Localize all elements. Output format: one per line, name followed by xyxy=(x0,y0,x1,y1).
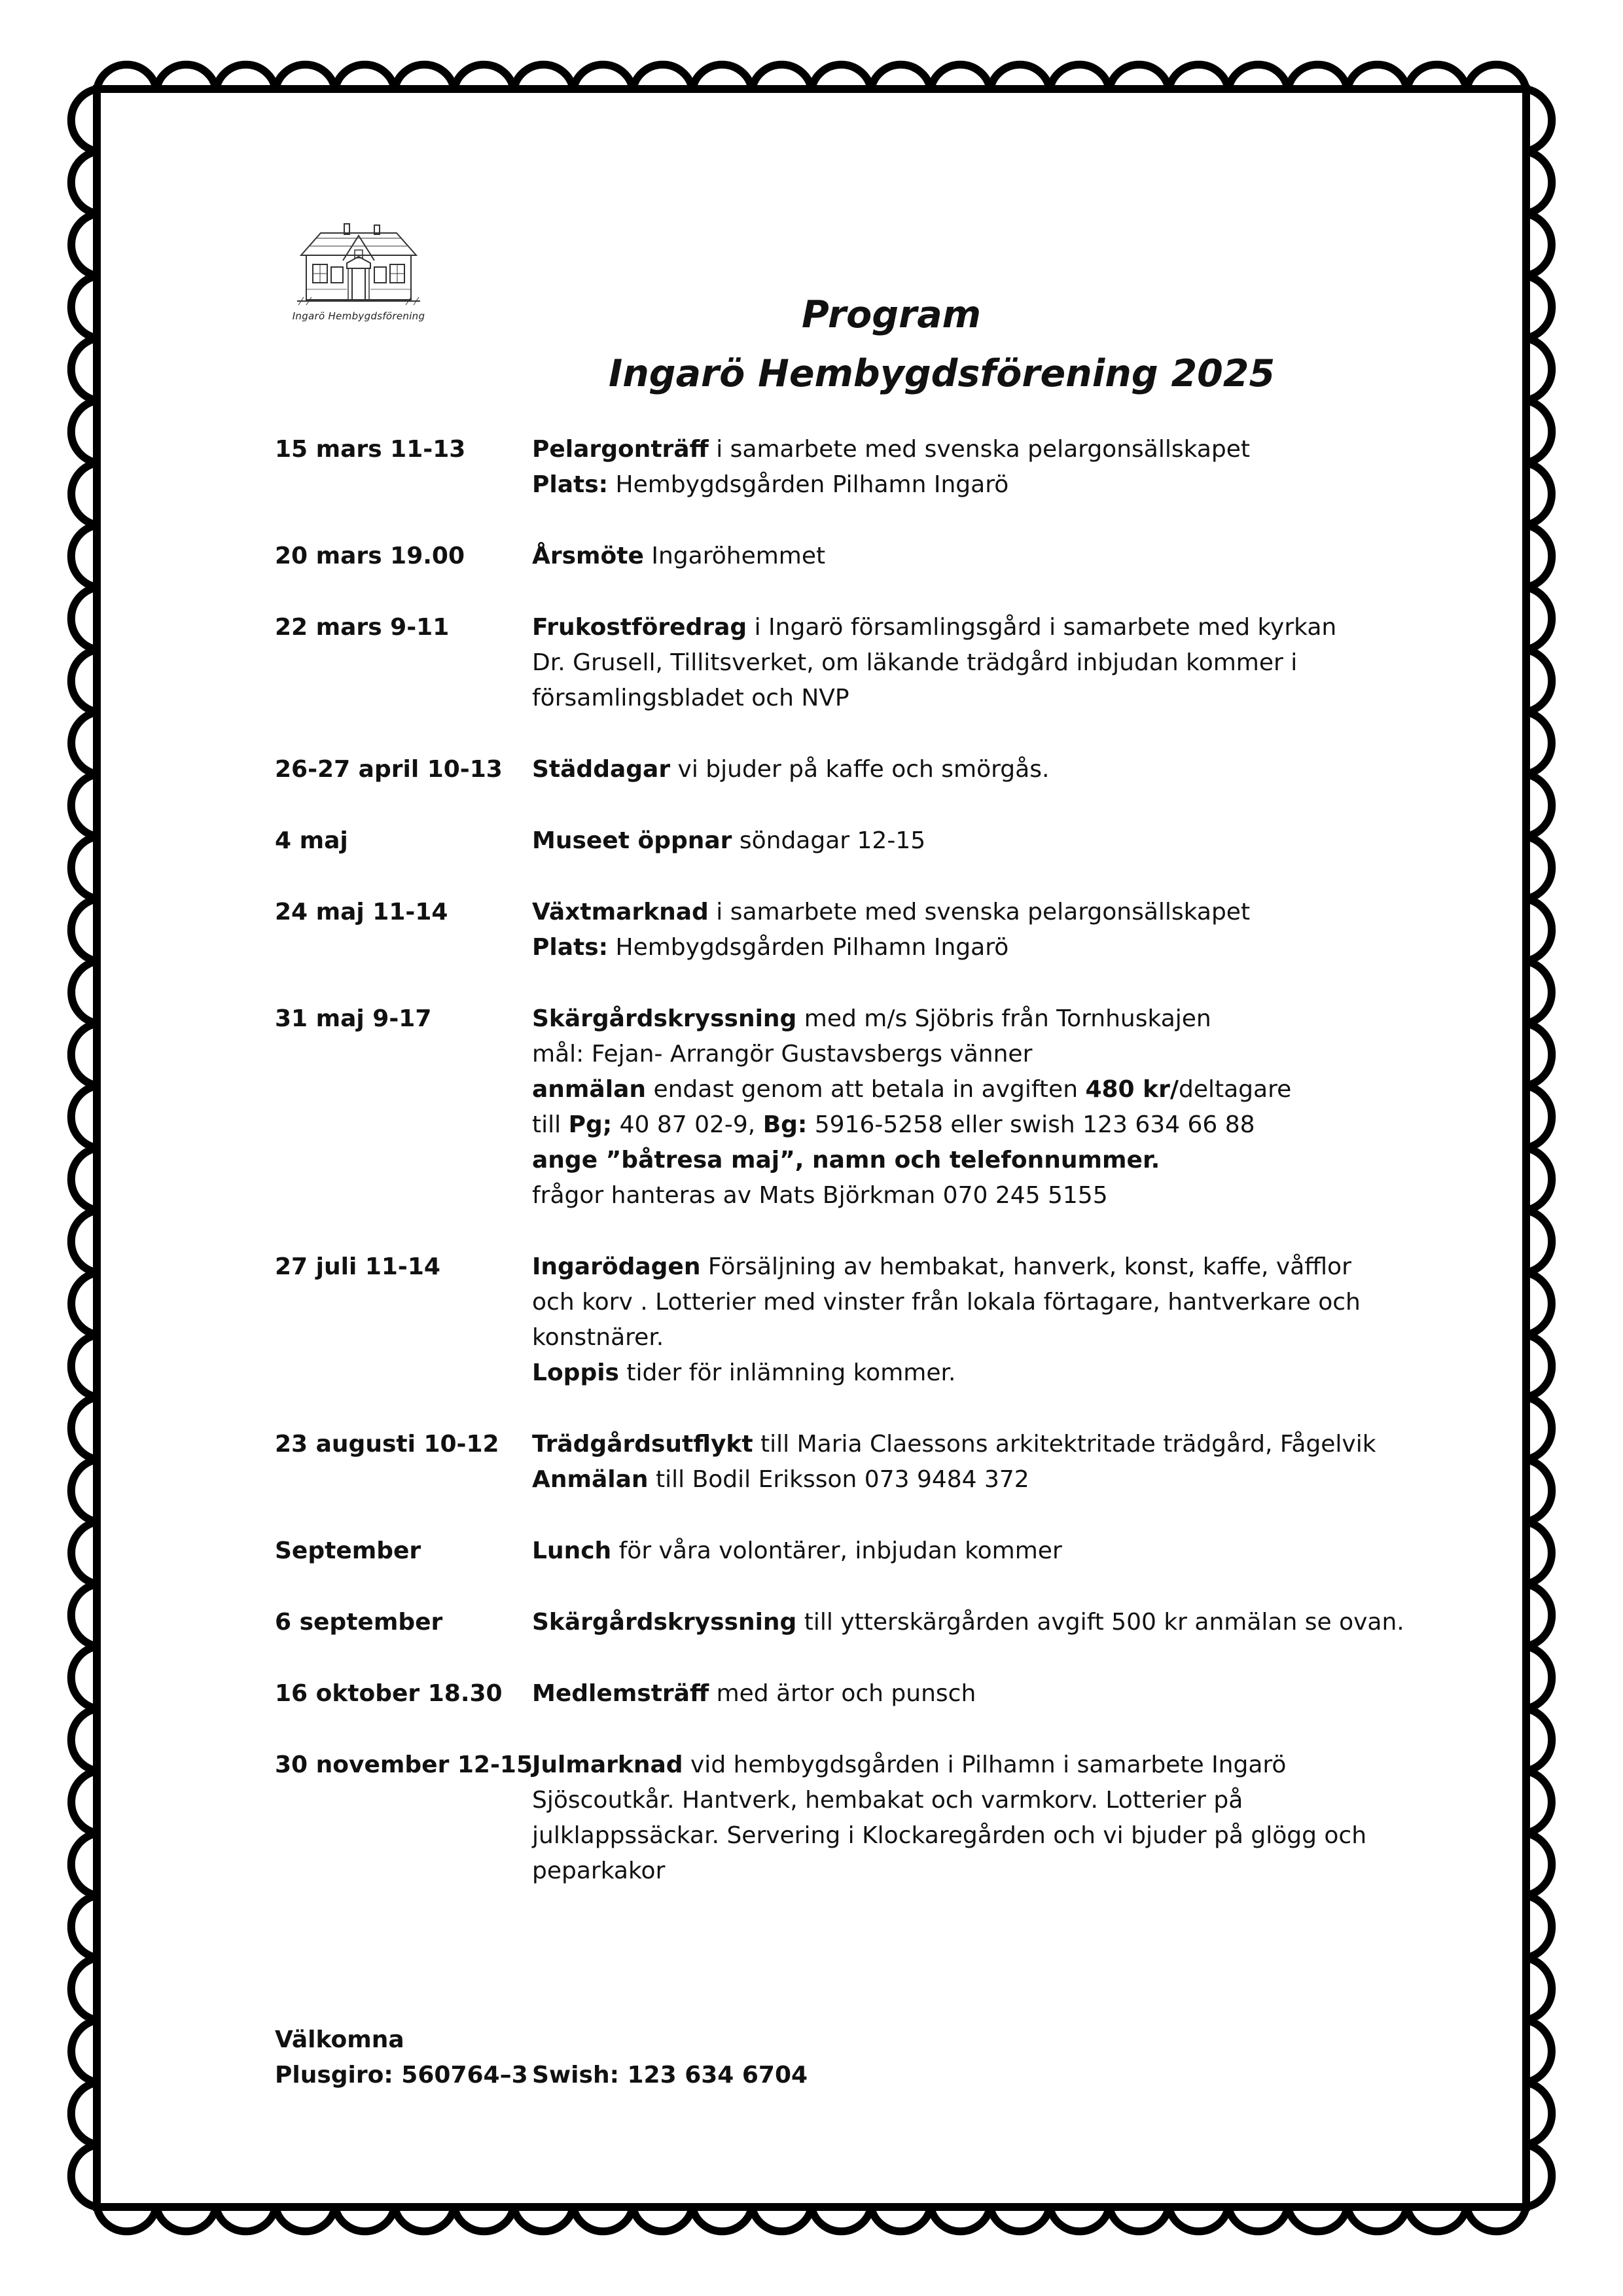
event-description-line xyxy=(532,1107,1387,1143)
emphasized-text: Loppis xyxy=(532,1359,619,1386)
event-row xyxy=(275,432,1387,503)
event-description-line xyxy=(532,610,1387,645)
event-date: 30 november 12-15 xyxy=(275,1751,533,1778)
event-row xyxy=(275,539,1387,574)
event-description xyxy=(532,823,1387,859)
event-description-line xyxy=(532,1676,1387,1712)
description-text: med m/s Sjöbris från Tornhuskajen xyxy=(796,1005,1211,1032)
swish-text: Swish: 123 634 6704 xyxy=(532,2062,808,2089)
event-date: 4 maj xyxy=(275,827,348,854)
event-description xyxy=(532,1249,1387,1391)
event-date: 15 mars 11-13 xyxy=(275,436,466,463)
event-row xyxy=(275,1748,1387,1889)
event-description-line xyxy=(532,1001,1387,1037)
description-text: till Bodil Eriksson 073 9484 372 xyxy=(648,1466,1029,1493)
event-description-line xyxy=(532,1355,1387,1391)
description-text: Hembygdsgården Pilhamn Ingarö xyxy=(608,471,1009,498)
event-description-line xyxy=(532,1818,1387,1854)
event-row xyxy=(275,1605,1404,1640)
plusgiro-text: Plusgiro: 560764–3 xyxy=(275,2062,528,2089)
event-description-line xyxy=(532,432,1387,467)
description-text: till Maria Claessons arkitektritade trädgård, Fågelvik xyxy=(753,1431,1376,1458)
event-description xyxy=(532,610,1387,716)
description-text: peparkakor xyxy=(532,1857,666,1884)
event-date: 16 oktober 18.30 xyxy=(275,1680,503,1707)
description-text: Hembygdsgården Pilhamn Ingarö xyxy=(608,934,1009,961)
description-text: för våra volontärer, inbjudan kommer xyxy=(611,1537,1062,1564)
description-text: vi bjuder på kaffe och smörgås. xyxy=(670,756,1050,783)
event-date: September xyxy=(275,1537,421,1564)
emphasized-text: Pelargonträff xyxy=(532,436,709,463)
event-description xyxy=(532,1534,1387,1569)
page-subtitle: Ingarö Hembygdsförening 2025 xyxy=(609,352,1275,395)
description-text: frågor hanteras av Mats Björkman 070 245 5155 xyxy=(532,1182,1108,1209)
emphasized-text: Årsmöte xyxy=(532,543,644,569)
event-description xyxy=(532,1676,1387,1712)
event-row xyxy=(275,752,1387,787)
emphasized-text: Ingarödagen xyxy=(532,1253,701,1280)
description-text: Dr. Grusell, Tillitsverket, om läkande trädgård inbjudan kommer i xyxy=(532,649,1298,676)
emphasized-text: Städdagar xyxy=(532,756,671,783)
description-text: mål: Fejan- Arrangör Gustavsbergs vänner xyxy=(532,1041,1033,1067)
description-text: 40 87 02-9, xyxy=(612,1111,763,1138)
event-list xyxy=(275,432,1404,1925)
event-description-line xyxy=(532,1143,1387,1178)
footer xyxy=(275,2022,808,2093)
event-row xyxy=(275,1249,1387,1391)
event-row xyxy=(275,1427,1387,1498)
event-description-line xyxy=(532,467,1387,503)
event-description-line xyxy=(532,1320,1387,1355)
emphasized-text: Plats: xyxy=(532,471,609,498)
event-description-line xyxy=(532,1534,1387,1569)
event-description-line xyxy=(532,1783,1387,1818)
emphasized-text: Plats: xyxy=(532,934,609,961)
emphasized-text: Frukostföredrag xyxy=(532,614,747,641)
emphasized-text: Pg; xyxy=(568,1111,613,1138)
event-row xyxy=(275,1534,1387,1569)
event-row xyxy=(275,1676,1387,1712)
page-title: Program xyxy=(802,293,982,336)
description-text: konstnärer. xyxy=(532,1324,664,1351)
event-description-line xyxy=(532,1072,1387,1107)
event-date: 23 augusti 10-12 xyxy=(275,1431,499,1458)
description-text: i samarbete med svenska pelargonsällskapet xyxy=(708,899,1251,925)
event-description xyxy=(532,895,1387,965)
description-text: tider för inlämning kommer. xyxy=(618,1359,956,1386)
event-description-line xyxy=(532,1037,1387,1072)
description-text: och korv . Lotterier med vinster från lokala förtagare, hantverkare och xyxy=(532,1289,1361,1316)
emphasized-text: Växtmarknad xyxy=(532,899,709,925)
event-date: 20 mars 19.00 xyxy=(275,543,465,569)
association-logo xyxy=(283,220,435,331)
event-description xyxy=(532,1427,1387,1498)
event-description-line xyxy=(532,539,1387,574)
event-description xyxy=(532,752,1387,787)
event-description xyxy=(532,1748,1387,1889)
emphasized-text: Bg: xyxy=(762,1111,808,1138)
emphasized-text: Lunch xyxy=(532,1537,612,1564)
emphasized-text: ange ”båtresa maj”, namn och telefonnummer. xyxy=(532,1147,1160,1174)
logo-caption: Ingarö Hembygdsförening xyxy=(292,310,425,322)
event-description-line xyxy=(532,1748,1387,1783)
emphasized-text: Skärgårdskryssning xyxy=(532,1005,797,1032)
event-date: 24 maj 11-14 xyxy=(275,899,448,925)
description-text: med ärtor och punsch xyxy=(709,1680,976,1707)
description-text: till ytterskärgården avgift 500 kr anmälan se ovan. xyxy=(796,1609,1404,1636)
emphasized-text: Medlemsträff xyxy=(532,1680,709,1707)
emphasized-text: 480 kr/ xyxy=(1085,1076,1179,1103)
emphasized-text: Skärgårdskryssning xyxy=(532,1609,797,1636)
event-row xyxy=(275,823,1387,859)
description-text: församlingsbladet och NVP xyxy=(532,685,849,711)
event-description xyxy=(532,1605,1404,1640)
event-description xyxy=(532,539,1387,574)
event-description-line xyxy=(532,681,1387,716)
emphasized-text: Anmälan xyxy=(532,1466,649,1493)
emphasized-text: Museet öppnar xyxy=(532,827,732,854)
event-description-line xyxy=(532,1285,1387,1320)
event-description xyxy=(532,1001,1387,1213)
event-date: 22 mars 9-11 xyxy=(275,614,450,641)
welcome-text: Välkomna xyxy=(275,2026,404,2053)
description-text: i Ingarö församlingsgård i samarbete med kyrkan xyxy=(747,614,1337,641)
description-text: julklappssäckar. Servering i Klockaregården och vi bjuder på glögg och xyxy=(532,1822,1367,1849)
event-description-line xyxy=(532,752,1387,787)
description-text: 5916-5258 eller swish 123 634 66 88 xyxy=(807,1111,1255,1138)
description-text: deltagare xyxy=(1178,1076,1292,1103)
event-description-line xyxy=(532,1854,1387,1889)
event-date: 26-27 april 10-13 xyxy=(275,756,503,783)
emphasized-text: Trädgårdsutflykt xyxy=(532,1431,753,1458)
event-row xyxy=(275,1001,1387,1213)
house-drawing-icon xyxy=(297,220,420,306)
description-text: till xyxy=(532,1111,569,1138)
description-text: i samarbete med svenska pelargonsällskapet xyxy=(708,436,1250,463)
event-description-line xyxy=(532,1427,1387,1462)
description-text: endast genom att betala in avgiften xyxy=(646,1076,1086,1103)
description-text: Ingaröhemmet xyxy=(643,543,826,569)
event-description-line xyxy=(532,1605,1404,1640)
description-text: vid hembygdsgården i Pilhamn i samarbete Ingarö xyxy=(683,1751,1287,1778)
description-text: Försäljning av hembakat, hanverk, konst, kaffe, våfflor xyxy=(700,1253,1351,1280)
event-description-line xyxy=(532,1249,1387,1285)
event-date: 31 maj 9-17 xyxy=(275,1005,432,1032)
description-text: Sjöscoutkår. Hantverk, hembakat och varmkorv. Lotterier på xyxy=(532,1787,1243,1814)
event-description-line xyxy=(532,823,1387,859)
description-text: söndagar 12-15 xyxy=(732,827,926,854)
event-description xyxy=(532,432,1387,503)
event-description-line xyxy=(532,645,1387,681)
event-description-line xyxy=(532,1178,1387,1213)
event-row xyxy=(275,895,1387,965)
event-row xyxy=(275,610,1387,716)
emphasized-text: anmälan xyxy=(532,1076,646,1103)
event-description-line xyxy=(532,930,1387,965)
emphasized-text: Julmarknad xyxy=(532,1751,683,1778)
event-date: 6 september xyxy=(275,1609,443,1636)
event-description-line xyxy=(532,895,1387,930)
event-date: 27 juli 11-14 xyxy=(275,1253,440,1280)
event-description-line xyxy=(532,1462,1387,1498)
